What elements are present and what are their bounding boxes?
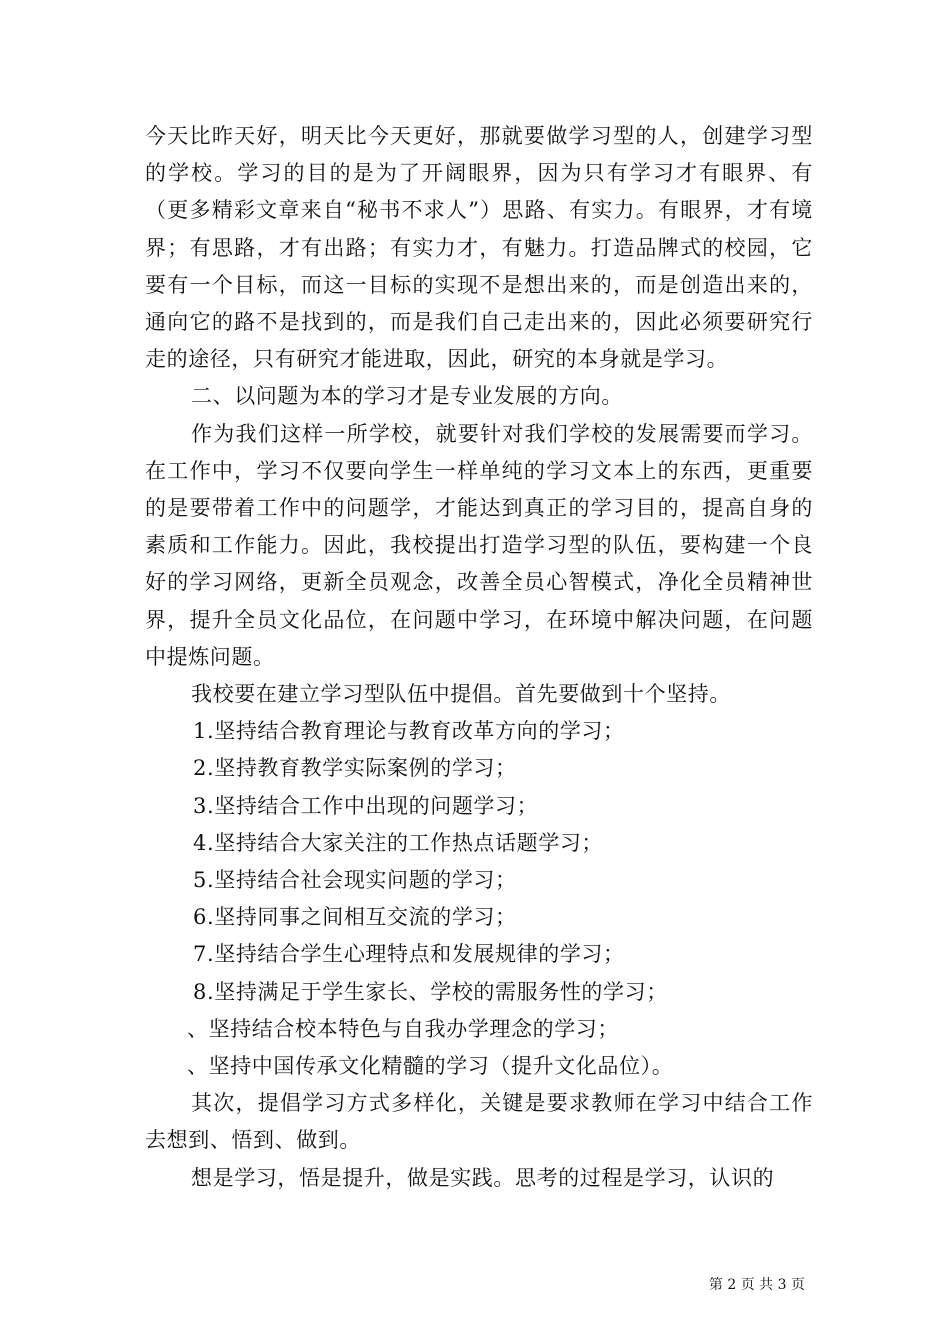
- paragraph-ten-persistences-intro: 我校要在建立学习型队伍中提倡。首先要做到十个坚持。: [191, 682, 731, 707]
- paragraph-school-needs: 作为我们这样一所学校，就要针对我们学校的发展需要而学习。在工作中，学习不仅要向学生一样单纯的学习文本上的东西，更重要的是要带着工作中的问题学，才能达到真正的学习目的，提高自身的素质和工作能力。因此，我校提出打造学习型的队伍，要构建一个良好的学习网络，更新全员观念，改善全员心智模式，净化全员精神世界，提升全员文化品位，在问题中学习，在环境中解决问题，在问题中提炼问题。: [145, 421, 813, 669]
- list-item: 5.坚持结合社会现实问题的学习；: [193, 868, 517, 893]
- paragraph-diverse-learning: 其次，提倡学习方式多样化，关键是要求教师在学习中结合工作去想到、悟到、做到。: [145, 1091, 813, 1153]
- section-heading-problem-based-learning: 二、以问题为本的学习才是专业发展的方向。: [191, 384, 623, 409]
- list-item: 1.坚持结合教育理论与教育改革方向的学习；: [193, 719, 625, 744]
- list-item: 4.坚持结合大家关注的工作热点话题学习；: [193, 830, 604, 855]
- list-item: 、坚持中国传承文化精髓的学习（提升文化品位）。: [187, 1054, 674, 1079]
- paragraph-think-realize-do: 想是学习，悟是提升，做是实践。思考的过程是学习，认识的: [191, 1165, 775, 1190]
- list-item: 7.坚持结合学生心理特点和发展规律的学习；: [193, 942, 625, 967]
- list-item: 2.坚持教育教学实际案例的学习；: [193, 756, 517, 781]
- paragraph-learning-school: 今天比昨天好，明天比今天更好，那就要做学习型的人，创建学习型的学校。学习的目的是为了开阔眼界，因为只有学习才有眼界、有（更多精彩文章来自“秘书不求人”）思路、有实力。有眼界，才有境界；有思路，才有出路；有实力才，有魅力。打造品牌式的校园，它要有一个目标，而这一目标的实现不是想出来的，而是创造出来的，通向它的路不是找到的，而是我们自己走出来的，因此必须要研究行走的途径，只有研究才能进取，因此，研究的本身就是学习。: [145, 124, 813, 372]
- page-number-footer: 第 2 页 共 3 页: [708, 1277, 805, 1293]
- list-item: 、坚持结合校本特色与自我办学理念的学习；: [187, 1016, 619, 1041]
- document-body: [145, 118, 813, 1197]
- ten-persistences-list: [145, 713, 813, 1085]
- list-item: 6.坚持同事之间相互交流的学习；: [193, 905, 517, 930]
- list-item: 3.坚持结合工作中出现的问题学习；: [193, 793, 539, 818]
- list-item: 8.坚持满足于学生家长、学校的需服务性的学习；: [193, 979, 668, 1004]
